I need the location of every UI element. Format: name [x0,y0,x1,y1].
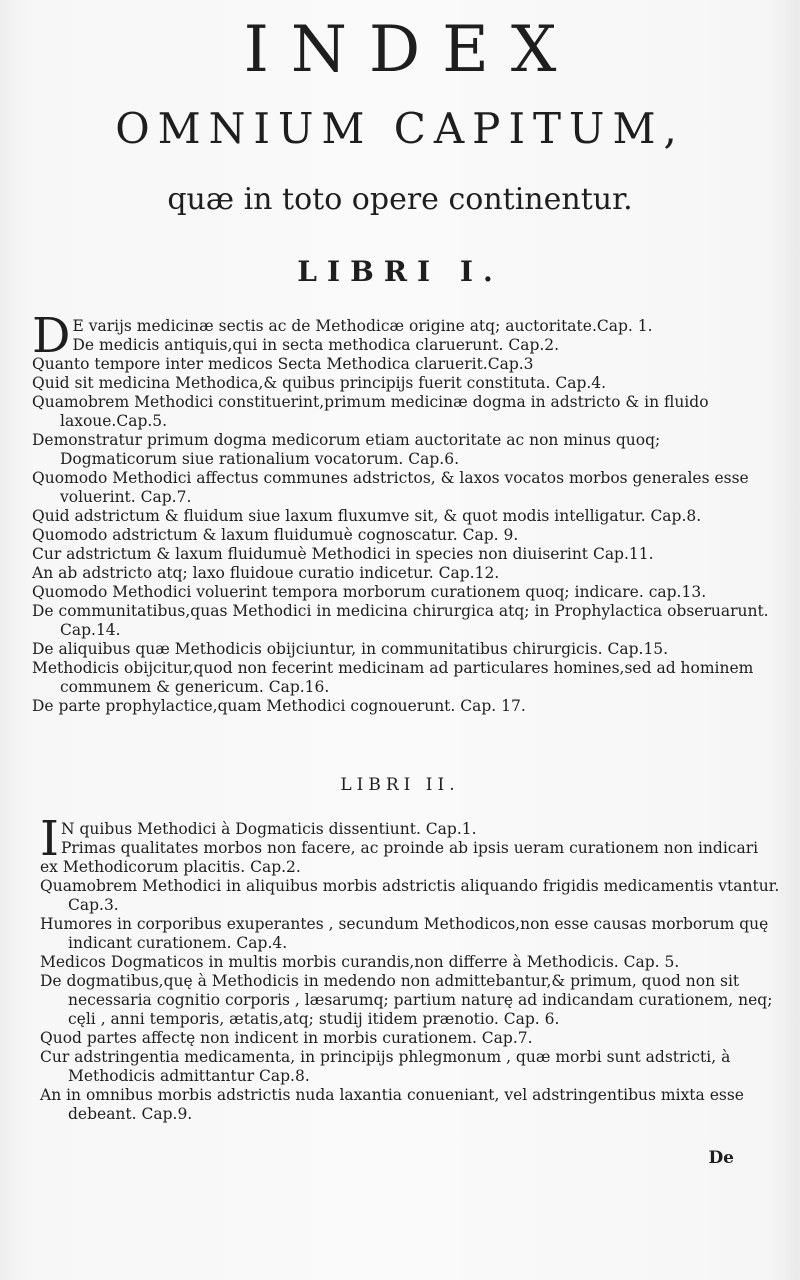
page-subtitle-line2: quæ in toto opere continentur. [167,182,633,217]
chapter-entry: Primas qualitates morbos non facere, ac proinde ab ipsis ueram curationem non indicari ex Methodicorum placitis. Cap.2. [40,839,759,876]
chapter-entry: Quod partes affectę non indicent in morbis curationem. Cap.7. [40,1029,533,1047]
chapter-entry: Cur adstrictum & laxum fluidumuè Methodici in species non diuiserint Cap.11. [32,545,654,563]
chapter-entry: Humores in corporibus exuperantes , secundum Methodicos,non esse causas morborum quę indicant curationem. Cap.4. [40,915,769,952]
chapter-entry: De aliquibus quæ Methodicis obijciuntur, in communitatibus chirurgicis. Cap.15. [32,640,669,658]
chapter-entry: Quid sit medicina Methodica,& quibus principijs fuerit constituta. Cap.4. [32,374,607,392]
chapter-entry: Quanto tempore inter medicos Secta Methodica claruerit.Cap.3 [32,355,534,373]
dropcap-letter: D [32,308,71,364]
book-1-heading: LIBRI I. [297,255,503,288]
chapter-entry: Quid adstrictum & fluidum siue laxum fluxumve sit, & quot modis intelligatur. Cap.8. [32,507,702,525]
book-2-chapter-list [40,811,780,1124]
chapter-entry: Quamobrem Methodici in aliquibus morbis adstrictis aliquando frigidis medicamentis vtantur. Cap.3. [40,877,780,914]
chapter-entry: D E varijs medicinæ sectis ac de Methodicæ origine atq; auctoritate.Cap. 1. [32,308,653,364]
chapter-entry: Cur adstringentia medicamenta, in principijs phlegmonum , quæ morbi sunt adstricti, à Methodicis admittantur Cap.8. [40,1048,731,1085]
chapter-entry: De medicis antiquis,qui in secta methodica claruerunt. Cap.2. [72,336,560,354]
book-2-heading: LIBRI II. [340,775,460,795]
page-title: INDEX [243,13,579,87]
chapter-entry: Quomodo Methodici voluerint tempora morborum curationem quoq; indicare. cap.13. [32,583,707,601]
chapter-entry: De dogmatibus,quę à Methodicis in medendo non admittebantur,& primum, quod non sit necessaria cognitio corporis , læsarumq; partium naturę ad indicandam curationem, neq; cęli , anni temporis, ætatis,atq; studij itidem prænotio. Cap. 6. [40,972,773,1028]
chapter-entry: De communitatibus,quas Methodici in medicina chirurgica atq; in Prophylactica obseruarunt. Cap.14. [32,602,769,639]
chapter-entry: Methodicis obijcitur,quod non fecerint medicinam ad particulares homines,sed ad hominem communem & genericum. Cap.16. [32,659,754,696]
chapter-entry: An in omnibus morbis adstrictis nuda laxantia conueniant, vel adstringentibus mixta esse debeant. Cap.9. [40,1086,744,1123]
chapter-entry: Demonstratur primum dogma medicorum etiam auctoritate ac non minus quoq; Dogmaticorum siue rationalium vocatorum. Cap.6. [32,431,661,468]
catchword: De [708,1148,734,1168]
chapter-entry: Medicos Dogmaticos in multis morbis curandis,non differre à Methodicis. Cap. 5. [40,953,680,971]
chapter-entry: I N quibus Methodici à Dogmaticis dissentiunt. Cap.1. [40,811,477,867]
book-1-chapter-list [32,308,780,716]
chapter-entry: Quomodo Methodici affectus communes adstrictos, & laxos vocatos morbos generales esse voluerint. Cap.7. [32,469,749,506]
dropcap-letter: I [40,811,59,867]
chapter-entry: Quamobrem Methodici constituerint,primum medicinæ dogma in adstricto & in fluido laxoue.Cap.5. [32,393,709,430]
chapter-entry: De parte prophylactice,quam Methodici cognouerunt. Cap. 17. [32,697,526,715]
chapter-entry: An ab adstricto atq; laxo fluidoue curatio indicetur. Cap.12. [32,564,500,582]
page-subtitle: OMNIUM CAPITUM, [115,104,685,153]
chapter-entry: Quomodo adstrictum & laxum fluidumuè cognoscatur. Cap. 9. [32,526,519,544]
